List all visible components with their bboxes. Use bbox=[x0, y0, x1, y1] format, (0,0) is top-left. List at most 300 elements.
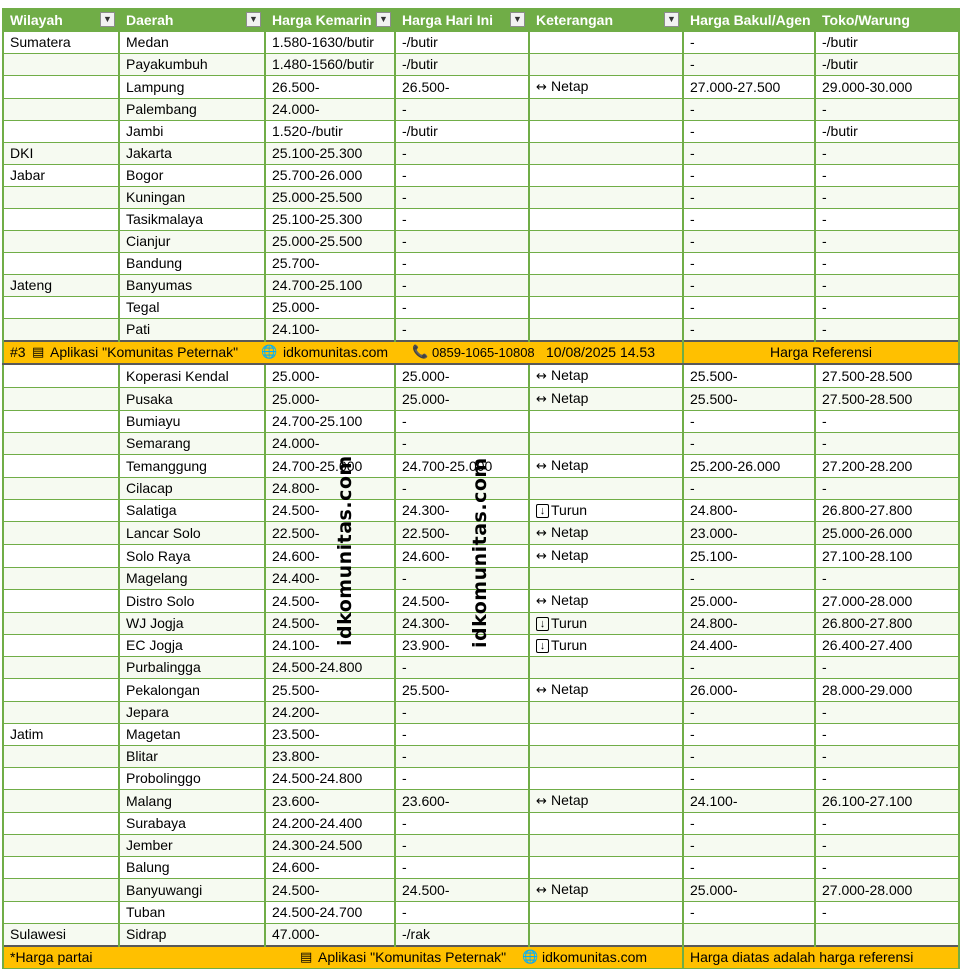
cell-bakul[interactable]: - bbox=[683, 231, 815, 253]
cell-bakul[interactable]: - bbox=[683, 857, 815, 879]
cell-hari-ini[interactable]: 22.500- bbox=[395, 522, 529, 545]
cell-daerah[interactable]: Distro Solo bbox=[119, 590, 265, 613]
cell-toko[interactable]: - bbox=[815, 657, 959, 679]
cell-kemarin[interactable]: 24.500-24.800 bbox=[265, 657, 395, 679]
cell-toko[interactable]: -/butir bbox=[815, 32, 959, 54]
cell-hari-ini[interactable]: 24.600- bbox=[395, 545, 529, 568]
cell-bakul[interactable]: - bbox=[683, 143, 815, 165]
cell-hari-ini[interactable]: 24.500- bbox=[395, 590, 529, 613]
cell-kemarin[interactable]: 25.700- bbox=[265, 253, 395, 275]
cell-wilayah[interactable]: DKI bbox=[3, 143, 119, 165]
cell-daerah[interactable]: Bandung bbox=[119, 253, 265, 275]
cell-kemarin[interactable]: 25.000-25.500 bbox=[265, 231, 395, 253]
table-row bbox=[3, 121, 959, 143]
cell-kemarin[interactable]: 24.200- bbox=[265, 702, 395, 724]
cell-kemarin[interactable]: 24.800- bbox=[265, 478, 395, 500]
cell-bakul[interactable]: 25.200-26.000 bbox=[683, 455, 815, 478]
cell-kemarin[interactable]: 24.400- bbox=[265, 568, 395, 590]
cell-hari-ini[interactable]: 26.500- bbox=[395, 76, 529, 99]
cell-ket[interactable] bbox=[529, 835, 683, 857]
cell-toko[interactable]: 27.100-28.100 bbox=[815, 545, 959, 568]
cell-toko[interactable]: - bbox=[815, 209, 959, 231]
cell-toko[interactable] bbox=[815, 924, 959, 947]
cell-wilayah[interactable] bbox=[3, 590, 119, 613]
cell-hari-ini[interactable]: - bbox=[395, 702, 529, 724]
cell-daerah[interactable]: Tuban bbox=[119, 902, 265, 924]
cell-bakul[interactable]: - bbox=[683, 813, 815, 835]
cell-hari-ini[interactable]: -/rak bbox=[395, 924, 529, 947]
cell-bakul[interactable]: - bbox=[683, 32, 815, 54]
cell-hari-ini[interactable]: - bbox=[395, 275, 529, 297]
cell-ket[interactable] bbox=[529, 99, 683, 121]
phone-app-icon: ▤ bbox=[300, 950, 313, 965]
cell-daerah[interactable]: Cianjur bbox=[119, 231, 265, 253]
cell-ket[interactable] bbox=[529, 702, 683, 724]
cell-bakul[interactable]: - bbox=[683, 568, 815, 590]
cell-bakul[interactable]: 25.500- bbox=[683, 388, 815, 411]
cell-kemarin[interactable]: 22.500- bbox=[265, 522, 395, 545]
cell-daerah[interactable]: Salatiga bbox=[119, 500, 265, 522]
cell-daerah[interactable]: Jakarta bbox=[119, 143, 265, 165]
cell-toko[interactable]: - bbox=[815, 857, 959, 879]
cell-hari-ini[interactable]: - bbox=[395, 209, 529, 231]
cell-daerah[interactable]: Solo Raya bbox=[119, 545, 265, 568]
cell-bakul[interactable]: - bbox=[683, 165, 815, 187]
cell-toko[interactable]: 27.000-28.000 bbox=[815, 590, 959, 613]
cell-bakul[interactable]: - bbox=[683, 746, 815, 768]
cell-daerah[interactable]: Kuningan bbox=[119, 187, 265, 209]
cell-wilayah[interactable] bbox=[3, 613, 119, 635]
cell-wilayah[interactable] bbox=[3, 99, 119, 121]
cell-toko[interactable]: - bbox=[815, 746, 959, 768]
cell-toko[interactable]: 26.400-27.400 bbox=[815, 635, 959, 657]
cell-toko[interactable]: - bbox=[815, 319, 959, 342]
cell-ket[interactable] bbox=[529, 364, 683, 388]
cell-toko[interactable]: 26.800-27.800 bbox=[815, 500, 959, 522]
cell-wilayah[interactable] bbox=[3, 679, 119, 702]
cell-bakul[interactable]: 25.000- bbox=[683, 590, 815, 613]
cell-kemarin[interactable]: 26.500- bbox=[265, 76, 395, 99]
band-website[interactable]: idkomunitas.com bbox=[283, 344, 389, 360]
cell-bakul[interactable]: - bbox=[683, 54, 815, 76]
cell-ket[interactable] bbox=[529, 746, 683, 768]
cell-daerah[interactable]: Bumiayu bbox=[119, 411, 265, 433]
cell-kemarin[interactable]: 25.000- bbox=[265, 364, 395, 388]
cell-bakul[interactable]: 26.000- bbox=[683, 679, 815, 702]
cell-toko[interactable]: - bbox=[815, 835, 959, 857]
cell-ket[interactable] bbox=[529, 297, 683, 319]
cell-bakul[interactable]: - bbox=[683, 297, 815, 319]
cell-hari-ini[interactable]: - bbox=[395, 857, 529, 879]
cell-daerah[interactable]: Temanggung bbox=[119, 455, 265, 478]
cell-wilayah[interactable] bbox=[3, 478, 119, 500]
cell-toko[interactable]: - bbox=[815, 143, 959, 165]
cell-wilayah[interactable] bbox=[3, 388, 119, 411]
cell-ket[interactable] bbox=[529, 478, 683, 500]
cell-kemarin[interactable]: 24.500-24.700 bbox=[265, 902, 395, 924]
band-app-name: Aplikasi "Komunitas Peternak" bbox=[50, 344, 239, 360]
table-row bbox=[3, 924, 959, 947]
cell-ket[interactable] bbox=[529, 231, 683, 253]
cell-toko[interactable]: - bbox=[815, 902, 959, 924]
cell-kemarin[interactable]: 25.100-25.300 bbox=[265, 143, 395, 165]
cell-bakul[interactable]: - bbox=[683, 835, 815, 857]
cell-hari-ini[interactable]: - bbox=[395, 835, 529, 857]
cell-wilayah[interactable] bbox=[3, 319, 119, 342]
cell-daerah[interactable]: Pati bbox=[119, 319, 265, 342]
cell-bakul[interactable]: - bbox=[683, 319, 815, 342]
cell-toko[interactable]: 26.800-27.800 bbox=[815, 613, 959, 635]
cell-toko[interactable]: - bbox=[815, 433, 959, 455]
cell-wilayah[interactable] bbox=[3, 231, 119, 253]
cell-daerah[interactable]: Sidrap bbox=[119, 924, 265, 947]
cell-daerah[interactable]: Pusaka bbox=[119, 388, 265, 411]
cell-bakul[interactable]: - bbox=[683, 411, 815, 433]
cell-toko[interactable]: - bbox=[815, 724, 959, 746]
cell-ket[interactable] bbox=[529, 813, 683, 835]
cell-toko[interactable]: - bbox=[815, 813, 959, 835]
cell-toko[interactable]: 27.000-28.000 bbox=[815, 879, 959, 902]
cell-kemarin[interactable]: 24.500- bbox=[265, 613, 395, 635]
cell-ket[interactable] bbox=[529, 275, 683, 297]
cell-daerah[interactable]: Purbalingga bbox=[119, 657, 265, 679]
keterangan-text: Turun bbox=[551, 637, 588, 653]
cell-toko[interactable]: -/butir bbox=[815, 54, 959, 76]
footer-website[interactable]: idkomunitas.com bbox=[542, 949, 648, 965]
cell-wilayah[interactable] bbox=[3, 433, 119, 455]
cell-daerah[interactable]: Surabaya bbox=[119, 813, 265, 835]
cell-hari-ini[interactable]: - bbox=[395, 724, 529, 746]
cell-bakul[interactable]: - bbox=[683, 657, 815, 679]
cell-wilayah[interactable] bbox=[3, 568, 119, 590]
cell-toko[interactable]: - bbox=[815, 99, 959, 121]
cell-kemarin[interactable]: 25.000- bbox=[265, 297, 395, 319]
cell-hari-ini[interactable]: - bbox=[395, 568, 529, 590]
cell-hari-ini[interactable]: - bbox=[395, 143, 529, 165]
cell-hari-ini[interactable]: 23.600- bbox=[395, 790, 529, 813]
filter-dropdown-icon[interactable]: ▼ bbox=[246, 12, 261, 27]
cell-wilayah[interactable] bbox=[3, 746, 119, 768]
cell-ket[interactable] bbox=[529, 76, 683, 99]
cell-hari-ini[interactable]: - bbox=[395, 165, 529, 187]
cell-toko[interactable]: - bbox=[815, 187, 959, 209]
cell-ket[interactable] bbox=[529, 724, 683, 746]
cell-kemarin[interactable]: 24.700-25.100 bbox=[265, 411, 395, 433]
cell-kemarin[interactable]: 24.700-25.100 bbox=[265, 275, 395, 297]
cell-wilayah[interactable]: Sulawesi bbox=[3, 924, 119, 947]
cell-bakul[interactable]: 25.000- bbox=[683, 879, 815, 902]
cell-bakul[interactable]: 24.400- bbox=[683, 635, 815, 657]
cell-kemarin[interactable]: 25.500- bbox=[265, 679, 395, 702]
cell-hari-ini[interactable]: - bbox=[395, 902, 529, 924]
footer-note: *Harga partai bbox=[10, 949, 93, 965]
cell-kemarin[interactable]: 25.000- bbox=[265, 388, 395, 411]
cell-bakul[interactable]: - bbox=[683, 702, 815, 724]
cell-hari-ini[interactable]: - bbox=[395, 187, 529, 209]
cell-daerah[interactable]: Malang bbox=[119, 790, 265, 813]
cell-kemarin[interactable]: 23.500- bbox=[265, 724, 395, 746]
table-row bbox=[3, 187, 959, 209]
cell-wilayah[interactable]: Sumatera bbox=[3, 32, 119, 54]
cell-wilayah[interactable] bbox=[3, 253, 119, 275]
filter-dropdown-icon[interactable]: ▼ bbox=[510, 12, 525, 27]
cell-ket[interactable] bbox=[529, 319, 683, 342]
cell-ket[interactable] bbox=[529, 500, 683, 522]
cell-wilayah[interactable] bbox=[3, 411, 119, 433]
cell-wilayah[interactable] bbox=[3, 879, 119, 902]
cell-bakul[interactable]: 23.000- bbox=[683, 522, 815, 545]
cell-daerah[interactable]: Medan bbox=[119, 32, 265, 54]
cell-kemarin[interactable]: 24.500- bbox=[265, 500, 395, 522]
cell-hari-ini[interactable]: 25.500- bbox=[395, 679, 529, 702]
cell-ket[interactable] bbox=[529, 433, 683, 455]
cell-kemarin[interactable]: 24.300-24.500 bbox=[265, 835, 395, 857]
cell-kemarin[interactable]: 24.600- bbox=[265, 545, 395, 568]
cell-hari-ini[interactable]: - bbox=[395, 657, 529, 679]
cell-daerah[interactable]: Jepara bbox=[119, 702, 265, 724]
cell-bakul[interactable]: 24.800- bbox=[683, 500, 815, 522]
cell-bakul[interactable]: - bbox=[683, 99, 815, 121]
cell-hari-ini[interactable]: - bbox=[395, 411, 529, 433]
cell-bakul[interactable]: 24.800- bbox=[683, 613, 815, 635]
cell-hari-ini[interactable]: 24.300- bbox=[395, 500, 529, 522]
cell-hari-ini[interactable]: - bbox=[395, 433, 529, 455]
filter-dropdown-icon[interactable]: ▼ bbox=[100, 12, 115, 27]
cell-ket[interactable] bbox=[529, 545, 683, 568]
cell-hari-ini[interactable]: - bbox=[395, 253, 529, 275]
cell-daerah[interactable]: Koperasi Kendal bbox=[119, 364, 265, 388]
cell-hari-ini[interactable]: - bbox=[395, 231, 529, 253]
cell-hari-ini[interactable]: 24.300- bbox=[395, 613, 529, 635]
cell-toko[interactable]: 26.100-27.100 bbox=[815, 790, 959, 813]
cell-toko[interactable]: - bbox=[815, 231, 959, 253]
cell-ket[interactable] bbox=[529, 568, 683, 590]
cell-bakul[interactable]: - bbox=[683, 253, 815, 275]
table-row bbox=[3, 835, 959, 857]
cell-ket[interactable] bbox=[529, 32, 683, 54]
cell-ket[interactable] bbox=[529, 388, 683, 411]
cell-wilayah[interactable] bbox=[3, 635, 119, 657]
cell-kemarin[interactable]: 1.520-/butir bbox=[265, 121, 395, 143]
cell-bakul[interactable] bbox=[683, 924, 815, 947]
cell-ket[interactable] bbox=[529, 209, 683, 231]
cell-toko[interactable]: - bbox=[815, 253, 959, 275]
cell-kemarin[interactable]: 25.100-25.300 bbox=[265, 209, 395, 231]
table-row bbox=[3, 275, 959, 297]
cell-ket[interactable] bbox=[529, 857, 683, 879]
cell-daerah[interactable]: Palembang bbox=[119, 99, 265, 121]
cell-wilayah[interactable] bbox=[3, 364, 119, 388]
cell-toko[interactable]: 28.000-29.000 bbox=[815, 679, 959, 702]
cell-hari-ini[interactable]: -/butir bbox=[395, 32, 529, 54]
cell-kemarin[interactable]: 24.000- bbox=[265, 433, 395, 455]
cell-bakul[interactable]: 25.500- bbox=[683, 364, 815, 388]
cell-wilayah[interactable] bbox=[3, 209, 119, 231]
cell-ket[interactable] bbox=[529, 590, 683, 613]
left-right-arrow-icon: ↔ bbox=[536, 80, 552, 95]
cell-wilayah[interactable] bbox=[3, 522, 119, 545]
cell-daerah[interactable]: Jember bbox=[119, 835, 265, 857]
cell-kemarin[interactable]: 24.700-25.000 bbox=[265, 455, 395, 478]
cell-ket[interactable] bbox=[529, 411, 683, 433]
cell-ket[interactable] bbox=[529, 165, 683, 187]
cell-hari-ini[interactable]: 23.900- bbox=[395, 635, 529, 657]
cell-ket[interactable] bbox=[529, 790, 683, 813]
cell-kemarin[interactable]: 25.700-26.000 bbox=[265, 165, 395, 187]
cell-daerah[interactable]: Magetan bbox=[119, 724, 265, 746]
cell-bakul[interactable]: - bbox=[683, 902, 815, 924]
cell-ket[interactable] bbox=[529, 455, 683, 478]
cell-wilayah[interactable] bbox=[3, 902, 119, 924]
cell-kemarin[interactable]: 24.600- bbox=[265, 857, 395, 879]
cell-bakul[interactable]: - bbox=[683, 768, 815, 790]
cell-kemarin[interactable]: 24.000- bbox=[265, 99, 395, 121]
filter-dropdown-icon[interactable]: ▼ bbox=[664, 12, 679, 27]
cell-toko[interactable]: - bbox=[815, 165, 959, 187]
cell-daerah[interactable]: Tasikmalaya bbox=[119, 209, 265, 231]
cell-bakul[interactable]: - bbox=[683, 275, 815, 297]
cell-daerah[interactable]: EC Jogja bbox=[119, 635, 265, 657]
cell-bakul[interactable]: - bbox=[683, 724, 815, 746]
cell-ket[interactable] bbox=[529, 187, 683, 209]
cell-wilayah[interactable] bbox=[3, 121, 119, 143]
cell-daerah[interactable]: Pekalongan bbox=[119, 679, 265, 702]
cell-toko[interactable]: - bbox=[815, 568, 959, 590]
cell-hari-ini[interactable]: 25.000- bbox=[395, 364, 529, 388]
cell-kemarin[interactable]: 25.000-25.500 bbox=[265, 187, 395, 209]
cell-wilayah[interactable] bbox=[3, 297, 119, 319]
cell-kemarin[interactable]: 24.500- bbox=[265, 590, 395, 613]
cell-kemarin[interactable]: 24.500-24.800 bbox=[265, 768, 395, 790]
cell-hari-ini[interactable]: - bbox=[395, 319, 529, 342]
cell-daerah[interactable]: Jambi bbox=[119, 121, 265, 143]
cell-daerah[interactable]: Balung bbox=[119, 857, 265, 879]
cell-ket[interactable] bbox=[529, 657, 683, 679]
cell-hari-ini[interactable]: - bbox=[395, 297, 529, 319]
cell-hari-ini[interactable]: -/butir bbox=[395, 121, 529, 143]
cell-daerah[interactable]: Banyuwangi bbox=[119, 879, 265, 902]
cell-wilayah[interactable] bbox=[3, 187, 119, 209]
cell-toko[interactable]: 25.000-26.000 bbox=[815, 522, 959, 545]
cell-daerah[interactable]: Magelang bbox=[119, 568, 265, 590]
cell-daerah[interactable]: Bogor bbox=[119, 165, 265, 187]
cell-wilayah[interactable] bbox=[3, 54, 119, 76]
cell-hari-ini[interactable]: -/butir bbox=[395, 54, 529, 76]
cell-hari-ini[interactable]: 25.000- bbox=[395, 388, 529, 411]
cell-hari-ini[interactable]: - bbox=[395, 99, 529, 121]
cell-bakul[interactable]: 24.100- bbox=[683, 790, 815, 813]
cell-wilayah[interactable]: Jatim bbox=[3, 724, 119, 746]
cell-toko[interactable]: 29.000-30.000 bbox=[815, 76, 959, 99]
table-row bbox=[3, 99, 959, 121]
cell-bakul[interactable]: - bbox=[683, 433, 815, 455]
keterangan-text: Netap bbox=[551, 78, 589, 94]
cell-wilayah[interactable]: Jabar bbox=[3, 165, 119, 187]
cell-hari-ini[interactable]: - bbox=[395, 768, 529, 790]
cell-ket[interactable] bbox=[529, 613, 683, 635]
cell-kemarin[interactable]: 23.800- bbox=[265, 746, 395, 768]
cell-toko[interactable]: - bbox=[815, 275, 959, 297]
cell-daerah[interactable]: Semarang bbox=[119, 433, 265, 455]
cell-wilayah[interactable] bbox=[3, 857, 119, 879]
cell-wilayah[interactable]: Jateng bbox=[3, 275, 119, 297]
cell-toko[interactable]: - bbox=[815, 478, 959, 500]
cell-daerah[interactable]: Payakumbuh bbox=[119, 54, 265, 76]
cell-wilayah[interactable] bbox=[3, 455, 119, 478]
cell-daerah[interactable]: WJ Jogja bbox=[119, 613, 265, 635]
cell-kemarin[interactable]: 24.200-24.400 bbox=[265, 813, 395, 835]
cell-kemarin[interactable]: 24.500- bbox=[265, 879, 395, 902]
cell-ket[interactable] bbox=[529, 902, 683, 924]
cell-ket[interactable] bbox=[529, 253, 683, 275]
cell-ket[interactable] bbox=[529, 924, 683, 947]
cell-ket[interactable] bbox=[529, 54, 683, 76]
cell-bakul[interactable]: - bbox=[683, 209, 815, 231]
cell-toko[interactable]: 27.500-28.500 bbox=[815, 388, 959, 411]
cell-bakul[interactable]: - bbox=[683, 121, 815, 143]
cell-daerah[interactable]: Probolinggo bbox=[119, 768, 265, 790]
cell-toko[interactable]: -/butir bbox=[815, 121, 959, 143]
cell-ket[interactable] bbox=[529, 768, 683, 790]
cell-toko[interactable]: 27.200-28.200 bbox=[815, 455, 959, 478]
cell-ket[interactable] bbox=[529, 679, 683, 702]
cell-hari-ini[interactable]: 24.500- bbox=[395, 879, 529, 902]
cell-hari-ini[interactable]: - bbox=[395, 813, 529, 835]
cell-wilayah[interactable] bbox=[3, 500, 119, 522]
cell-bakul[interactable]: - bbox=[683, 478, 815, 500]
cell-wilayah[interactable] bbox=[3, 835, 119, 857]
cell-toko[interactable]: - bbox=[815, 411, 959, 433]
cell-kemarin[interactable]: 1.580-1630/butir bbox=[265, 32, 395, 54]
filter-dropdown-icon[interactable]: ▼ bbox=[376, 12, 391, 27]
cell-hari-ini[interactable]: 24.700-25.000 bbox=[395, 455, 529, 478]
cell-kemarin[interactable]: 1.480-1560/butir bbox=[265, 54, 395, 76]
cell-ket[interactable] bbox=[529, 143, 683, 165]
cell-hari-ini[interactable]: - bbox=[395, 746, 529, 768]
cell-daerah[interactable]: Tegal bbox=[119, 297, 265, 319]
cell-daerah[interactable]: Blitar bbox=[119, 746, 265, 768]
cell-wilayah[interactable] bbox=[3, 657, 119, 679]
cell-kemarin[interactable]: 23.600- bbox=[265, 790, 395, 813]
cell-toko[interactable]: - bbox=[815, 297, 959, 319]
cell-wilayah[interactable] bbox=[3, 790, 119, 813]
cell-wilayah[interactable] bbox=[3, 702, 119, 724]
cell-hari-ini[interactable]: - bbox=[395, 478, 529, 500]
cell-bakul[interactable]: - bbox=[683, 187, 815, 209]
cell-daerah[interactable]: Lampung bbox=[119, 76, 265, 99]
cell-daerah[interactable]: Lancar Solo bbox=[119, 522, 265, 545]
cell-bakul[interactable]: 25.100- bbox=[683, 545, 815, 568]
cell-ket[interactable] bbox=[529, 121, 683, 143]
cell-daerah[interactable]: Banyumas bbox=[119, 275, 265, 297]
cell-toko[interactable]: - bbox=[815, 702, 959, 724]
cell-toko[interactable]: - bbox=[815, 768, 959, 790]
cell-ket[interactable] bbox=[529, 879, 683, 902]
cell-wilayah[interactable] bbox=[3, 768, 119, 790]
left-right-arrow-icon: ↔ bbox=[536, 392, 552, 407]
cell-ket[interactable] bbox=[529, 522, 683, 545]
cell-bakul[interactable]: 27.000-27.500 bbox=[683, 76, 815, 99]
cell-wilayah[interactable] bbox=[3, 545, 119, 568]
cell-ket[interactable] bbox=[529, 635, 683, 657]
cell-wilayah[interactable] bbox=[3, 76, 119, 99]
cell-wilayah[interactable] bbox=[3, 813, 119, 835]
cell-toko[interactable]: 27.500-28.500 bbox=[815, 364, 959, 388]
cell-kemarin[interactable]: 24.100- bbox=[265, 635, 395, 657]
cell-daerah[interactable]: Cilacap bbox=[119, 478, 265, 500]
cell-kemarin[interactable]: 24.100- bbox=[265, 319, 395, 342]
cell-kemarin[interactable]: 47.000- bbox=[265, 924, 395, 947]
